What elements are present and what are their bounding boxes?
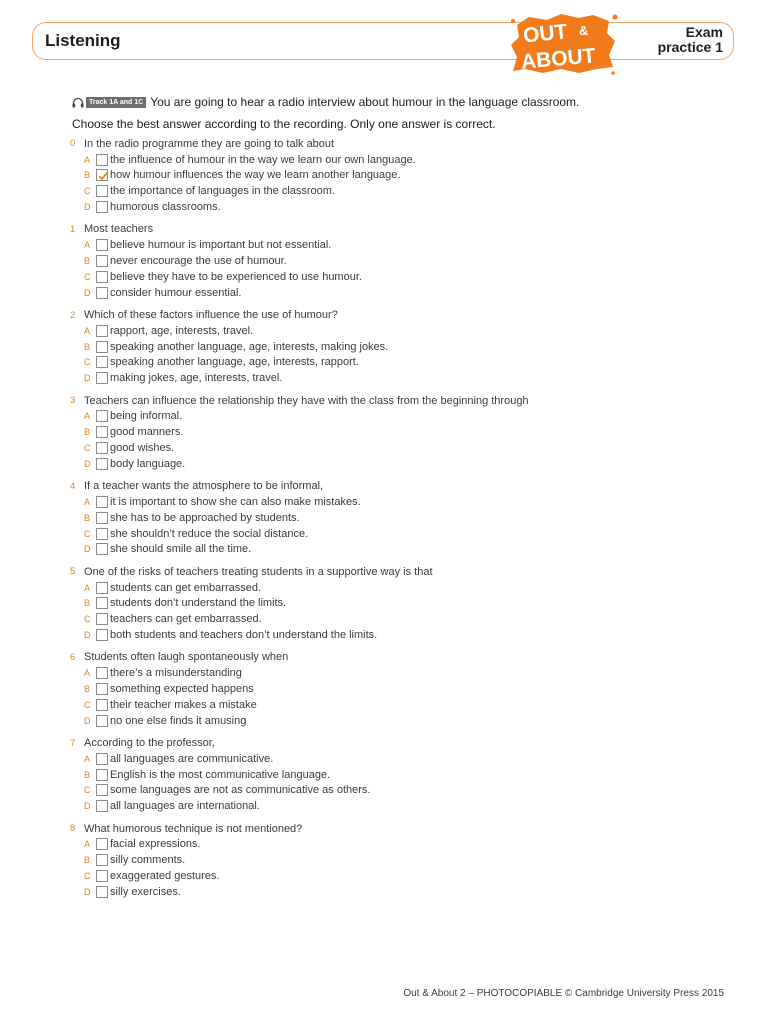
question-4 (70, 478, 730, 564)
answer-option (70, 697, 730, 713)
question-stem (70, 136, 730, 152)
answer-option (70, 285, 730, 301)
answer-option (70, 424, 730, 440)
option-letter: A (84, 154, 91, 165)
question-number: 8 (70, 823, 76, 835)
option-letter: A (84, 582, 91, 593)
answer-checkbox[interactable] (96, 753, 108, 765)
question-text: What humorous technique is not mentioned? (84, 822, 303, 835)
option-text: consider humour essential. (110, 286, 242, 299)
option-text: humorous classrooms. (110, 201, 221, 214)
exam-line-1: Exam (685, 24, 723, 40)
question-stem (70, 478, 730, 494)
instruction-line-2: Choose the best answer according to the recording. Only one answer is correct. (72, 117, 496, 131)
option-text: how humour influences the way we learn another language. (110, 169, 401, 182)
answer-option (70, 199, 730, 215)
option-letter: A (84, 325, 91, 336)
question-text: In the radio programme they are going to talk about (84, 137, 335, 150)
question-5 (70, 564, 730, 650)
footer-copyright: Out & About 2 – PHOTOCOPIABLE © Cambridge University Press 2015 (403, 988, 724, 999)
answer-checkbox[interactable] (96, 667, 108, 679)
answer-option (70, 884, 730, 900)
answer-checkbox[interactable] (96, 341, 108, 353)
answer-checkbox[interactable] (96, 169, 108, 181)
option-letter: D (84, 458, 91, 469)
option-letter: D (84, 801, 91, 812)
option-text: something expected happens (110, 683, 254, 696)
option-text: making jokes, age, interests, travel. (110, 372, 283, 385)
answer-option (70, 323, 730, 339)
answer-option (70, 681, 730, 697)
question-stem (70, 393, 730, 409)
answer-checkbox[interactable] (96, 410, 108, 422)
checkmark-icon (97, 170, 109, 182)
question-number: 0 (70, 138, 76, 150)
answer-option (70, 580, 730, 596)
answer-checkbox[interactable] (96, 512, 108, 524)
option-letter: B (84, 512, 91, 523)
question-number: 2 (70, 309, 76, 321)
answer-checkbox[interactable] (96, 201, 108, 213)
question-text: Teachers can influence the relationship they have with the class from the beginning through (84, 394, 529, 407)
question-8 (70, 821, 730, 907)
answer-option (70, 339, 730, 355)
answer-option (70, 510, 730, 526)
answer-option (70, 409, 730, 425)
question-text: One of the risks of teachers treating students in a supportive way is that (84, 565, 433, 578)
option-text: exaggerated gestures. (110, 870, 220, 883)
answer-option (70, 152, 730, 168)
option-text: believe humour is important but not essential. (110, 239, 332, 252)
option-text: believe they have to be experienced to use humour. (110, 270, 362, 283)
question-number: 4 (70, 480, 76, 492)
answer-option (70, 751, 730, 767)
option-letter: D (84, 715, 91, 726)
option-text: there’s a misunderstanding (110, 667, 242, 680)
question-stem (70, 307, 730, 323)
option-letter: A (84, 839, 91, 850)
answer-checkbox[interactable] (96, 239, 108, 251)
answer-checkbox[interactable] (96, 715, 108, 727)
question-6 (70, 650, 730, 736)
answer-option (70, 798, 730, 814)
question-list (70, 136, 730, 906)
exam-line-2: practice 1 (657, 39, 723, 55)
answer-option (70, 837, 730, 853)
answer-checkbox[interactable] (96, 597, 108, 609)
answer-checkbox[interactable] (96, 426, 108, 438)
instruction-text-1: You are going to hear a radio interview about humour in the language classroom. (150, 95, 580, 109)
instructions (72, 91, 722, 135)
option-letter: D (84, 630, 91, 641)
option-text: the importance of languages in the classroom. (110, 185, 336, 198)
question-text: Students often laugh spontaneously when (84, 651, 289, 664)
track-badge: Track 1A and 1C (86, 97, 146, 108)
answer-checkbox[interactable] (96, 442, 108, 454)
answer-option (70, 542, 730, 558)
option-letter: D (84, 202, 91, 213)
answer-option (70, 183, 730, 199)
answer-checkbox[interactable] (96, 886, 108, 898)
logo-text-about: ABOUT (520, 44, 597, 74)
answer-option (70, 440, 730, 456)
question-3 (70, 393, 730, 479)
question-stem (70, 821, 730, 837)
instruction-line-1 (72, 91, 722, 113)
option-letter: C (84, 186, 91, 197)
option-text: students don’t understand the limits. (110, 597, 287, 610)
answer-checkbox[interactable] (96, 496, 108, 508)
option-text: being informal. (110, 410, 183, 423)
question-text: According to the professor, (84, 737, 215, 750)
answer-option (70, 596, 730, 612)
answer-checkbox[interactable] (96, 287, 108, 299)
option-text: never encourage the use of humour. (110, 255, 287, 268)
option-text: all languages are international. (110, 800, 260, 813)
out-and-about-logo (509, 11, 619, 75)
answer-option (70, 611, 730, 627)
option-text: silly comments. (110, 854, 186, 867)
question-stem (70, 735, 730, 751)
option-text: some languages are not as communicative as others. (110, 784, 371, 797)
option-letter: A (84, 240, 91, 251)
option-letter: C (84, 528, 91, 539)
question-7 (70, 735, 730, 821)
answer-option (70, 355, 730, 371)
answer-option (70, 168, 730, 184)
question-text: If a teacher wants the atmosphere to be informal, (84, 480, 324, 493)
question-number: 7 (70, 737, 76, 749)
option-text: silly exercises. (110, 885, 181, 898)
answer-checkbox[interactable] (96, 870, 108, 882)
answer-option (70, 767, 730, 783)
answer-option (70, 852, 730, 868)
option-text: rapport, age, interests, travel. (110, 324, 254, 337)
option-text: both students and teachers don’t understand the limits. (110, 629, 378, 642)
answer-checkbox[interactable] (96, 271, 108, 283)
answer-checkbox[interactable] (96, 255, 108, 267)
option-letter: D (84, 886, 91, 897)
option-letter: C (84, 271, 91, 282)
answer-checkbox[interactable] (96, 458, 108, 470)
answer-option (70, 237, 730, 253)
headphones-icon (72, 97, 84, 108)
logo-text-out: OUT (521, 20, 569, 48)
option-letter: A (84, 753, 91, 764)
option-text: speaking another language, age, interests, making jokes. (110, 340, 389, 353)
answer-option (70, 370, 730, 386)
option-letter: A (84, 668, 91, 679)
option-letter: C (84, 785, 91, 796)
answer-option (70, 269, 730, 285)
answer-checkbox[interactable] (96, 613, 108, 625)
question-number: 3 (70, 395, 76, 407)
question-number: 6 (70, 651, 76, 663)
answer-checkbox[interactable] (96, 154, 108, 166)
option-text: it is important to show she can also make mistakes. (110, 496, 361, 509)
option-letter: B (84, 256, 91, 267)
option-letter: D (84, 544, 91, 555)
option-text: good wishes. (110, 442, 175, 455)
option-text: body language. (110, 457, 186, 470)
answer-option (70, 713, 730, 729)
answer-option (70, 627, 730, 643)
question-0 (70, 136, 730, 222)
option-letter: B (84, 427, 91, 438)
question-1 (70, 222, 730, 308)
option-text: speaking another language, age, interests, rapport. (110, 356, 359, 369)
option-text: facial expressions. (110, 838, 201, 851)
answer-checkbox[interactable] (96, 629, 108, 641)
page-title: Listening (45, 31, 121, 50)
option-text: English is the most communicative language. (110, 768, 331, 781)
answer-checkbox[interactable] (96, 528, 108, 540)
option-letter: D (84, 287, 91, 298)
option-letter: B (84, 684, 91, 695)
option-letter: B (84, 769, 91, 780)
answer-checkbox[interactable] (96, 185, 108, 197)
option-text: she has to be approached by students. (110, 511, 300, 524)
option-letter: B (84, 598, 91, 609)
answer-checkbox[interactable] (96, 325, 108, 337)
option-letter: B (84, 341, 91, 352)
option-text: she shouldn’t reduce the social distance. (110, 527, 309, 540)
answer-option (70, 456, 730, 472)
option-letter: B (84, 170, 91, 181)
answer-option (70, 868, 730, 884)
question-stem (70, 650, 730, 666)
option-text: no one else finds it amusing (110, 714, 247, 727)
question-2 (70, 307, 730, 393)
answer-checkbox[interactable] (96, 372, 108, 384)
option-letter: A (84, 411, 91, 422)
question-text: Most teachers (84, 223, 154, 236)
answer-checkbox[interactable] (96, 582, 108, 594)
question-text: Which of these factors influence the use of humour? (84, 309, 338, 322)
answer-option (70, 665, 730, 681)
answer-checkbox[interactable] (96, 838, 108, 850)
answer-option (70, 526, 730, 542)
option-text: she should smile all the time. (110, 543, 252, 556)
answer-checkbox[interactable] (96, 854, 108, 866)
answer-option (70, 783, 730, 799)
option-text: good manners. (110, 426, 184, 439)
question-number: 1 (70, 223, 76, 235)
option-letter: A (84, 497, 91, 508)
answer-checkbox[interactable] (96, 699, 108, 711)
logo-text-amp: & (579, 23, 589, 38)
option-letter: D (84, 373, 91, 384)
option-text: the influence of humour in the way we learn our own language. (110, 153, 416, 166)
option-letter: C (84, 357, 91, 368)
question-number: 5 (70, 566, 76, 578)
option-letter: C (84, 614, 91, 625)
answer-checkbox[interactable] (96, 769, 108, 781)
option-text: teachers can get embarrassed. (110, 613, 262, 626)
question-stem (70, 564, 730, 580)
option-letter: B (84, 855, 91, 866)
answer-checkbox[interactable] (96, 356, 108, 368)
answer-checkbox[interactable] (96, 800, 108, 812)
option-text: students can get embarrassed. (110, 581, 262, 594)
question-stem (70, 222, 730, 238)
answer-checkbox[interactable] (96, 784, 108, 796)
option-letter: C (84, 443, 91, 454)
answer-checkbox[interactable] (96, 683, 108, 695)
option-letter: C (84, 871, 91, 882)
option-text: their teacher makes a mistake (110, 698, 257, 711)
answer-option (70, 253, 730, 269)
answer-checkbox[interactable] (96, 543, 108, 555)
answer-option (70, 494, 730, 510)
page-header (32, 20, 734, 74)
exam-practice-label (658, 25, 723, 55)
option-text: all languages are communicative. (110, 752, 274, 765)
option-letter: C (84, 699, 91, 710)
